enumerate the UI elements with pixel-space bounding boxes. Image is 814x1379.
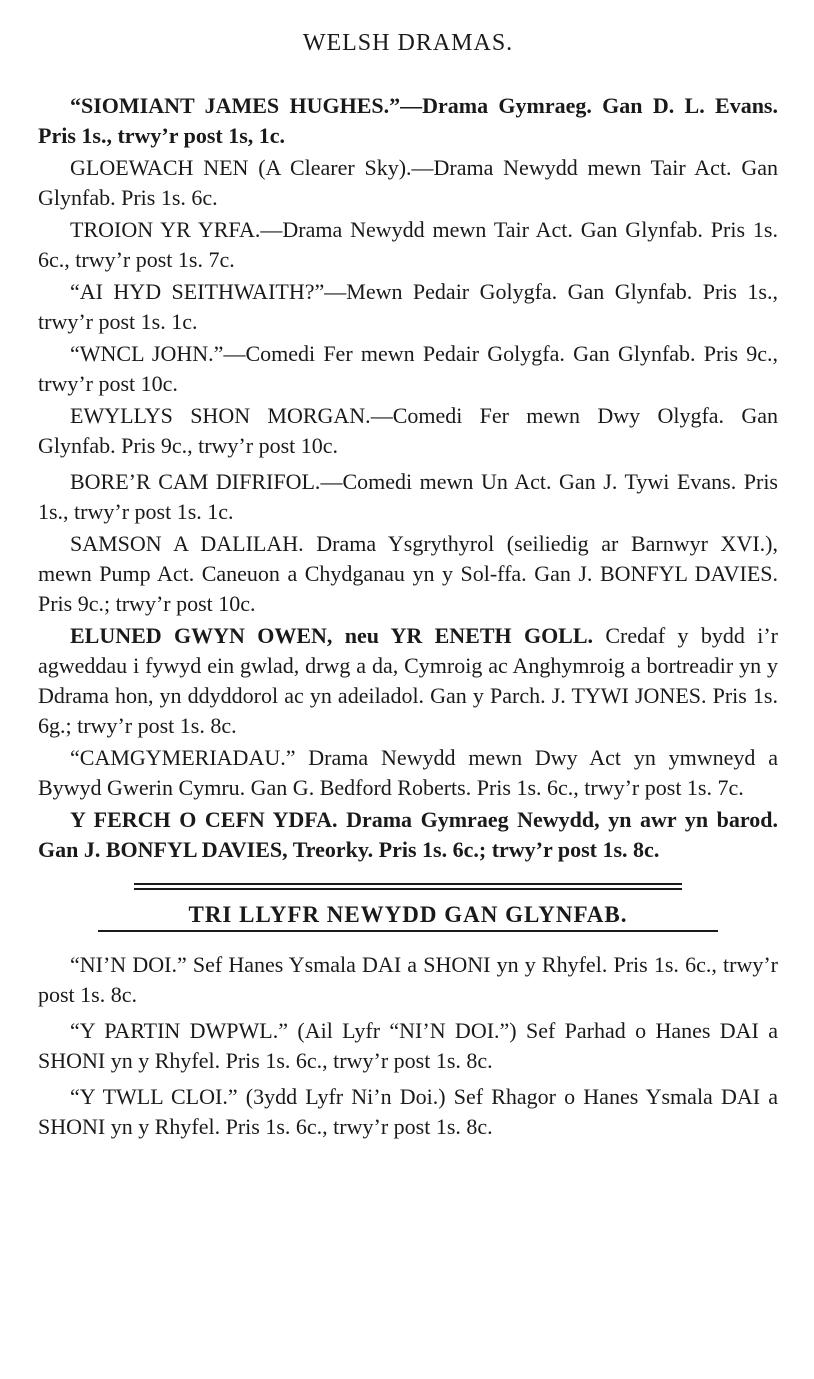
entry-lead: “Y PARTIN DWPWL.” (70, 1018, 289, 1043)
entry-wncl-john (38, 339, 778, 399)
entry-bore-r-cam (38, 467, 778, 527)
drama-list (38, 91, 778, 865)
rule-line (134, 888, 682, 890)
entry-lead: ELUNED GWYN OWEN, neu YR ENETH GOLL. (70, 623, 594, 648)
entry-lead: “CAMGYMERIADAU.” (70, 745, 296, 770)
entry-lead: BORE’R CAM DIFRIFOL. (70, 469, 321, 494)
section-title-underline (98, 930, 718, 932)
entry-y-ferch (38, 805, 778, 865)
entry-eluned (38, 621, 778, 741)
book-twll-cloi (38, 1082, 778, 1142)
entry-gloewach (38, 153, 778, 213)
book-list (38, 950, 778, 1142)
entry-text: —Mewn Pedair Golygfa. Gan Glynfab. Pris 1s., trwy’r post 1s. 1c. (38, 279, 778, 334)
section-title: TRI LLYFR NEWYDD GAN GLYNFAB. (188, 902, 628, 927)
entry-text: Drama Gymraeg Newydd, yn awr yn barod. Gan J. BONFYL DAVIES, Treorky. Pris 1s. 6c.; trwy’r post 1s. 8c. (38, 807, 778, 862)
entry-text: —Comedi Fer mewn Dwy Olygfa. Gan Glynfab. Pris 9c., trwy’r post 10c. (38, 403, 778, 458)
entry-siomiant (38, 91, 778, 151)
entry-text: Sef Hanes Ysmala DAI a SHONI yn y Rhyfel. Pris 1s. 6c., trwy’r post 1s. 8c. (38, 952, 778, 1007)
entry-text: Drama Ysgrythyrol (seiliedig ar Barnwyr XVI.), mewn Pump Act. Caneuon a Chydganau yn y Sol-ffa. Gan J. BONFYL DAVIES. Pris 9c.; trwy’r post 10c. (38, 531, 778, 616)
entry-text: (Ail Lyfr “NI’N DOI.”) Sef Parhad o Hanes DAI a SHONI yn y Rhyfel. Pris 1s. 6c., trwy’r post 1s. 8c. (38, 1018, 778, 1073)
entry-lead: “SIOMIANT JAMES HUGHES.”—Drama (70, 93, 489, 118)
book-partin-dwpwl (38, 1016, 778, 1076)
entry-text: —Comedi Fer mewn Pedair Golygfa. Gan Glynfab. Pris 9c., trwy’r post 10c. (38, 341, 779, 396)
entry-text: Gymraeg. Gan D. L. Evans. Pris 1s., trwy’r post 1s, 1c. (38, 93, 778, 148)
double-rule-divider (134, 883, 682, 890)
entry-text: (3ydd Lyfr Ni’n Doi.) Sef Rhagor o Hanes Ysmala DAI a SHONI yn y Rhyfel. Pris 1s. 6c., trwy’r post 1s. 8c. (38, 1084, 778, 1139)
entry-troion (38, 215, 778, 275)
entry-lead: TROION YR YRFA. (70, 217, 261, 242)
entry-lead: GLOEWACH NEN (70, 155, 249, 180)
entry-text: (A Clearer Sky).—Drama Newydd mewn Tair Act. Gan Glynfab. Pris 1s. 6c. (38, 155, 778, 210)
entry-ewyllys (38, 401, 778, 461)
rule-line (134, 883, 682, 885)
advertisement-page (38, 30, 778, 1144)
book-nin-doi (38, 950, 778, 1010)
entry-lead: “WNCL JOHN.” (70, 341, 224, 366)
entry-lead: SAMSON A DALILAH. (70, 531, 304, 556)
entry-lead: EWYLLYS SHON MORGAN. (70, 403, 371, 428)
entry-camgymeriadau (38, 743, 778, 803)
entry-text: —Comedi mewn Un Act. Gan J. Tywi Evans. Pris 1s., trwy’r post 1s. 1c. (38, 469, 778, 524)
page-title: WELSH DRAMAS. (302, 30, 514, 56)
entry-samson (38, 529, 778, 619)
entry-text: —Drama Newydd mewn Tair Act. Gan Glynfab. Pris 1s. 6c., trwy’r post 1s. 7c. (38, 217, 778, 272)
entry-text: Drama Newydd mewn Dwy Act yn ymwneyd a Bywyd Gwerin Cymru. Gan G. Bedford Roberts. Pris 1s. 6c., trwy’r post 1s. 7c. (38, 745, 778, 800)
entry-lead: “Y TWLL CLOI.” (70, 1084, 238, 1109)
entry-lead: “AI HYD SEITHWAITH?” (70, 279, 325, 304)
entry-lead: Y FERCH O CEFN YDFA. (70, 807, 338, 832)
entry-lead: “NI’N DOI.” (70, 952, 187, 977)
entry-ai-hyd (38, 277, 778, 337)
entry-text: Credaf y bydd i’r agweddau i fywyd ein gwlad, drwg a da, Cymroig ac Anghymroig a bortreadir yn y Ddrama hon, yn ddyddorol ac yn adeiladol. Gan y Parch. J. TYWI JONES. Pris 1s. 6g.; trwy’r post 1s. 8c. (38, 623, 778, 738)
